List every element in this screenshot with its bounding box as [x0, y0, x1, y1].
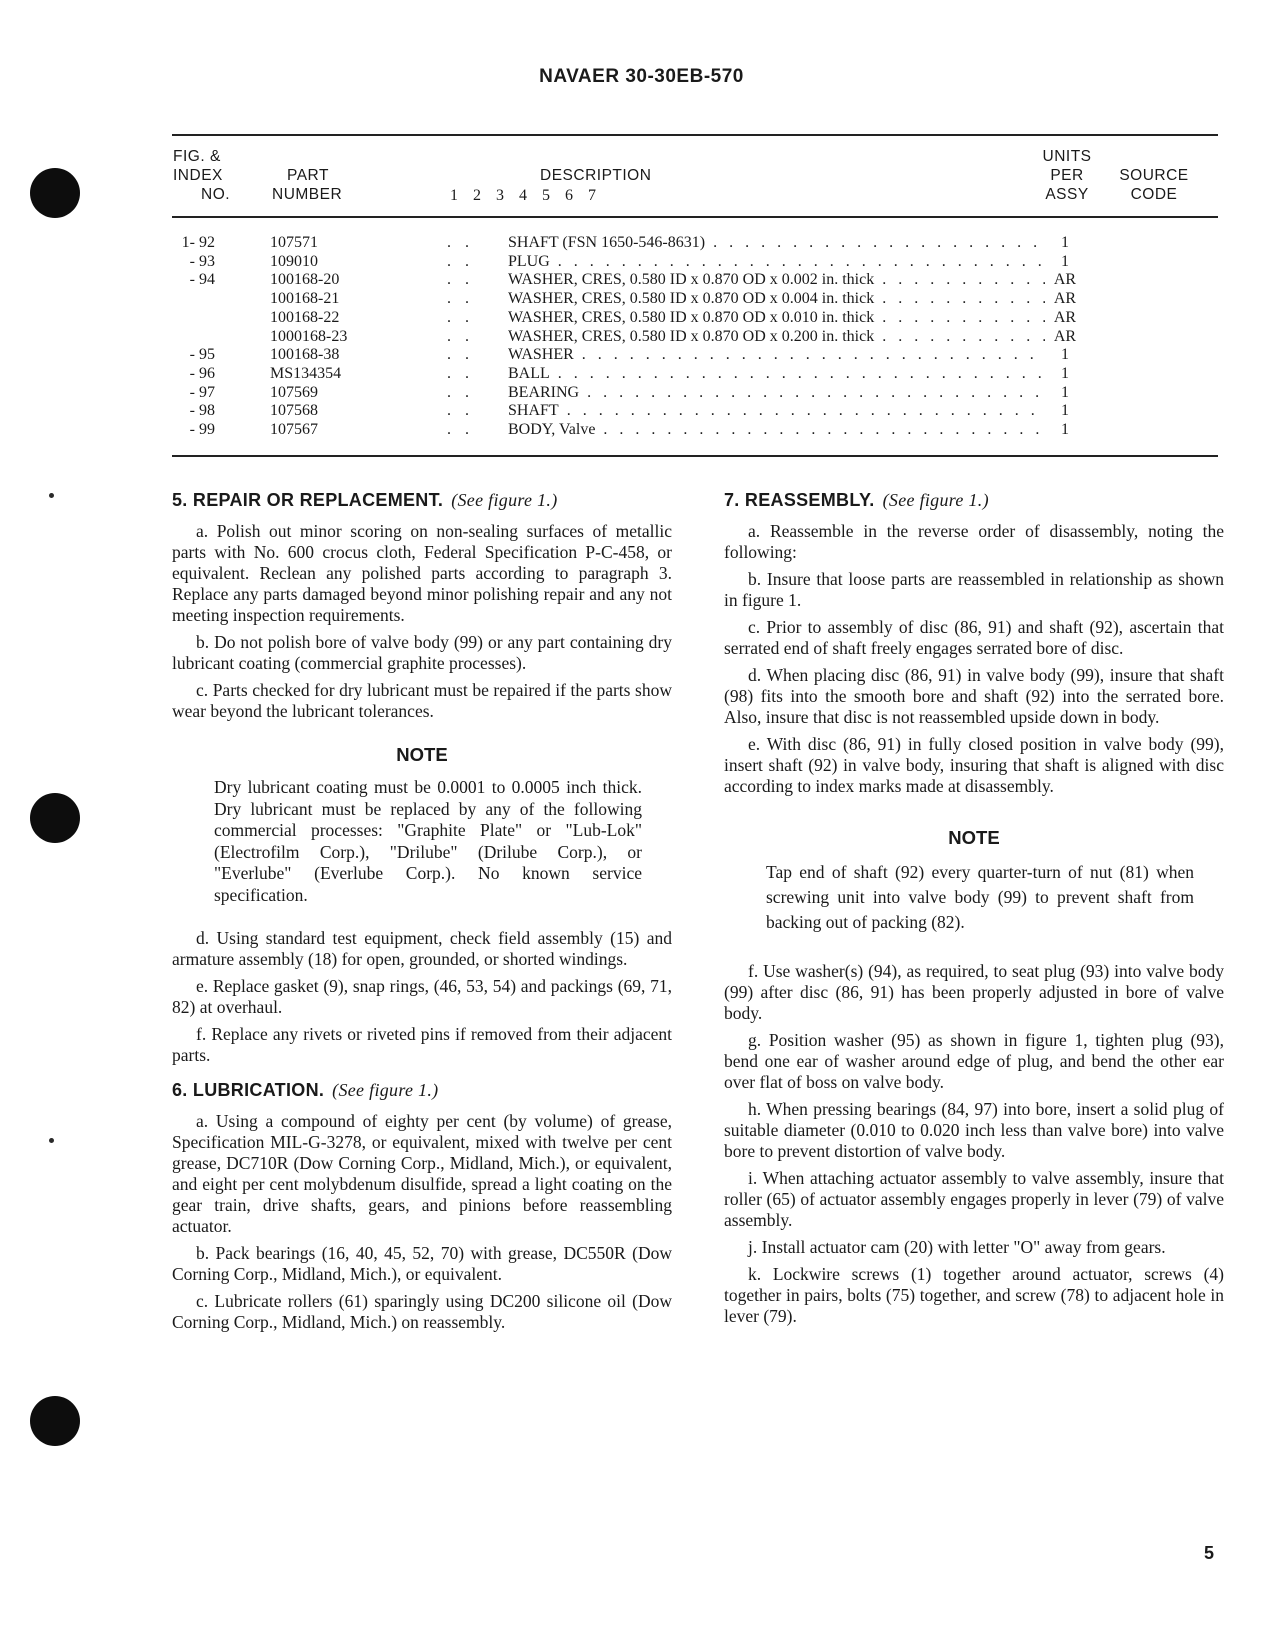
description-cell: SHAFT (FSN 1650-546-8631) . . .	[508, 233, 1068, 252]
table-row	[0, 345, 1283, 364]
paragraph-7c: c. Prior to assembly of disc (86, 91) and shaft (92), ascertain that serrated end of shaft freely engages serrated bore of disc.	[724, 617, 1224, 658]
note-text: Dry lubricant coating must be 0.0001 to 0.0005 inch thick. Dry lubricant must be replaced by any of the following commercial processes: "Graphite Plate" or "Lub-Lok" (Electrofilm Corp.), "Drilube" (Drilube Corp.), or "Everlube" (Everlube Corp.). No known service specification.	[214, 777, 642, 905]
paragraph-7k: k. Lockwire screws (1) together around actuator, screws (4) together in pairs, bolts (75) together, and screw (78) to adjacent hole in lever (79).	[724, 1264, 1224, 1326]
indent-cell: . .	[447, 290, 474, 308]
units-cell: AR	[1045, 270, 1085, 289]
binder-hole	[30, 793, 80, 843]
units-cell: AR	[1045, 289, 1085, 308]
section-7-heading: 7. REASSEMBLY. (See figure 1.)	[724, 490, 989, 510]
description-cell: WASHER, CRES, 0.580 ID x 0.870 OD x 0.010 in. thick . . .	[508, 308, 1068, 327]
section-6-heading: 6. LUBRICATION. (See figure 1.)	[172, 1080, 439, 1100]
description-cell: WASHER, CRES, 0.580 ID x 0.870 OD x 0.200 in. thick . . .	[508, 327, 1068, 346]
paragraph-7e: e. With disc (86, 91) in fully closed position in valve body (99), insert shaft (92) in valve body, insuring that shaft is aligned with disc according to index marks made at disassembly.	[724, 734, 1224, 796]
units-cell: 1	[1045, 383, 1085, 402]
document-number: NAVAER 30-30EB-570	[539, 66, 744, 87]
index-cell: - 97	[189, 383, 215, 401]
table-top-rule	[172, 134, 1218, 136]
table-row	[0, 233, 1283, 252]
part-number-cell: 100168-38	[270, 346, 340, 364]
part-number-cell: 107571	[270, 234, 318, 251]
part-number-cell: MS134354	[270, 364, 342, 382]
table-row	[0, 252, 1283, 271]
table-row	[0, 327, 1283, 346]
paragraph-7d: d. When placing disc (86, 91) in valve body (99), insure that shaft (98) fits into the smooth bore and shaft (92) into the serrated bore. Also, insure that disc is not reassembled upside down in body.	[724, 665, 1224, 727]
part-number-cell: 107569	[270, 383, 318, 401]
binder-mark	[49, 493, 54, 498]
description-cell: SHAFT . . .	[508, 401, 1068, 420]
col-header-units-per-assy: UNITS PER ASSY	[1042, 148, 1092, 203]
indent-cell: . .	[447, 402, 474, 420]
part-number-cell: 109010	[270, 252, 318, 270]
description-cell: WASHER, CRES, 0.580 ID x 0.870 OD x 0.002 in. thick . . .	[508, 270, 1068, 289]
table-row	[0, 270, 1283, 289]
indent-cell: . .	[447, 421, 474, 438]
paragraph-7j: j. Install actuator cam (20) with letter "O" away from gears.	[748, 1237, 1166, 1257]
paragraph-7i: i. When attaching actuator assembly to valve assembly, insure that roller (65) of actuator assembly engages properly in lever (79) of valve assembly.	[724, 1168, 1224, 1230]
description-cell: WASHER . . .	[508, 345, 1068, 364]
indent-cell: . .	[447, 327, 474, 345]
paragraph-5a: a. Polish out minor scoring on non-sealing surfaces of metallic parts with No. 600 crocus cloth, Federal Specification P-C-458, or equivalent. Reclean any polished parts according to paragraph 3. Replace any parts damaged beyond minor polishing repair and any not meeting inspection requirements.	[172, 521, 672, 625]
paragraph-7b: b. Insure that loose parts are reassembled in relationship as shown in figure 1.	[724, 569, 1224, 610]
description-cell: BALL . . .	[508, 364, 1068, 383]
indent-cell: . .	[447, 252, 474, 270]
col-header-fig-index: FIG. & INDEX NO.	[173, 148, 231, 203]
note-heading: NOTE	[948, 827, 1000, 848]
right-column	[724, 490, 1224, 1333]
index-cell: 1- 92	[181, 234, 215, 251]
paragraph-7a: a. Reassemble in the reverse order of disassembly, noting the following:	[724, 521, 1224, 562]
page-number: 5	[1204, 1543, 1215, 1563]
paragraph-7f: f. Use washer(s) (94), as required, to seat plug (93) into valve body (99) after disc (86, 91) has been properly adjusted in bore of valve body.	[724, 961, 1224, 1023]
table-header-rule	[172, 216, 1218, 218]
table-row	[0, 364, 1283, 383]
paragraph-5c: c. Parts checked for dry lubricant must be repaired if the parts show wear beyond the lubricant tolerances.	[172, 680, 672, 721]
paragraph-7g: g. Position washer (95) as shown in figure 1, tighten plug (93), bend one ear of washer around edge of plug, and bend the other ear over flat of boss on valve body.	[724, 1030, 1224, 1092]
description-cell: BEARING . . .	[508, 383, 1068, 402]
index-cell: - 96	[189, 364, 215, 382]
table-row	[0, 420, 1283, 439]
binder-hole	[30, 1396, 80, 1446]
paragraph-5b: b. Do not polish bore of valve body (99) or any part containing dry lubricant coating (commercial graphite processes).	[172, 632, 672, 673]
units-cell: 1	[1045, 233, 1085, 252]
paragraph-7h: h. When pressing bearings (84, 97) into bore, insert a solid plug of suitable diameter (0.010 to 0.020 inch less than valve bore) into valve bore to prevent distortion of valve body.	[724, 1099, 1224, 1161]
paragraph-6a: a. Using a compound of eighty per cent (by volume) of grease, Specification MIL-G-3278, or equivalent, mixed with twelve per cent grease, DC710R (Dow Corning Corp., Midland, Mich.), or equivalent, and eight per cent molybdenum disulfide, spread a light coating on the gear train, drive shafts, gears, and pinions before reassembling actuator.	[172, 1111, 672, 1236]
indent-cell: . .	[447, 308, 474, 326]
binder-hole	[30, 168, 80, 218]
col-header-source-code: SOURCE CODE	[1119, 167, 1189, 203]
table-row	[0, 289, 1283, 308]
table-bottom-rule	[172, 455, 1218, 457]
units-cell: AR	[1045, 327, 1085, 346]
table-row	[0, 308, 1283, 327]
left-column	[172, 490, 672, 1339]
units-cell: 1	[1045, 420, 1085, 439]
indent-cell: . .	[447, 364, 474, 382]
index-cell: - 95	[189, 346, 215, 364]
description-cell: WASHER, CRES, 0.580 ID x 0.870 OD x 0.004 in. thick . . .	[508, 289, 1068, 308]
paragraph-5f: f. Replace any rivets or riveted pins if removed from their adjacent parts.	[172, 1024, 672, 1065]
paragraph-6c: c. Lubricate rollers (61) sparingly using DC200 silicone oil (Dow Corning Corp., Midland, Mich.) on reassembly.	[172, 1291, 672, 1332]
index-cell: - 98	[189, 402, 215, 420]
table-row	[0, 401, 1283, 420]
indent-cell: . .	[447, 234, 474, 251]
units-cell: 1	[1045, 252, 1085, 271]
description-cell: BODY, Valve . . .	[508, 420, 1068, 439]
indent-cell: . .	[447, 346, 474, 364]
index-cell: - 93	[189, 252, 215, 270]
description-cell: PLUG . . .	[508, 252, 1068, 271]
col-header-description: DESCRIPTION	[540, 167, 652, 184]
note-text: Tap end of shaft (92) every quarter-turn of nut (81) when screwing unit into valve body (99) to prevent shaft from backing out of packing (82).	[766, 862, 1194, 932]
part-number-cell: 100168-21	[270, 290, 340, 308]
index-cell: - 99	[189, 421, 215, 438]
part-number-cell: 100168-20	[270, 271, 340, 289]
indent-cell: . .	[447, 383, 474, 401]
paragraph-6b: b. Pack bearings (16, 40, 45, 52, 70) with grease, DC550R (Dow Corning Corp., Midland, Mich.), or equivalent.	[172, 1243, 672, 1284]
units-cell: 1	[1045, 345, 1085, 364]
table-row	[0, 383, 1283, 402]
index-cell: - 94	[189, 271, 215, 289]
part-number-cell: 1000168-23	[270, 327, 348, 345]
paragraph-5d: d. Using standard test equipment, check field assembly (15) and armature assembly (18) for open, grounded, or shorted windings.	[172, 928, 672, 969]
part-number-cell: 107568	[270, 402, 318, 420]
binder-mark	[49, 1138, 54, 1143]
units-cell: 1	[1045, 364, 1085, 383]
units-cell: 1	[1045, 401, 1085, 420]
part-number-cell: 107567	[270, 421, 318, 438]
col-header-indent-levels: 1 2 3 4 5 6 7	[450, 187, 597, 204]
note-heading: NOTE	[396, 744, 448, 765]
section-5-heading: 5. REPAIR OR REPLACEMENT. (See figure 1.)	[172, 490, 558, 510]
units-cell: AR	[1045, 308, 1085, 327]
indent-cell: . .	[447, 271, 474, 289]
col-header-part-number: PART NUMBER	[272, 167, 343, 203]
part-number-cell: 100168-22	[270, 308, 340, 326]
paragraph-5e: e. Replace gasket (9), snap rings, (46, 53, 54) and packings (69, 71, 82) at overhaul.	[172, 976, 672, 1017]
